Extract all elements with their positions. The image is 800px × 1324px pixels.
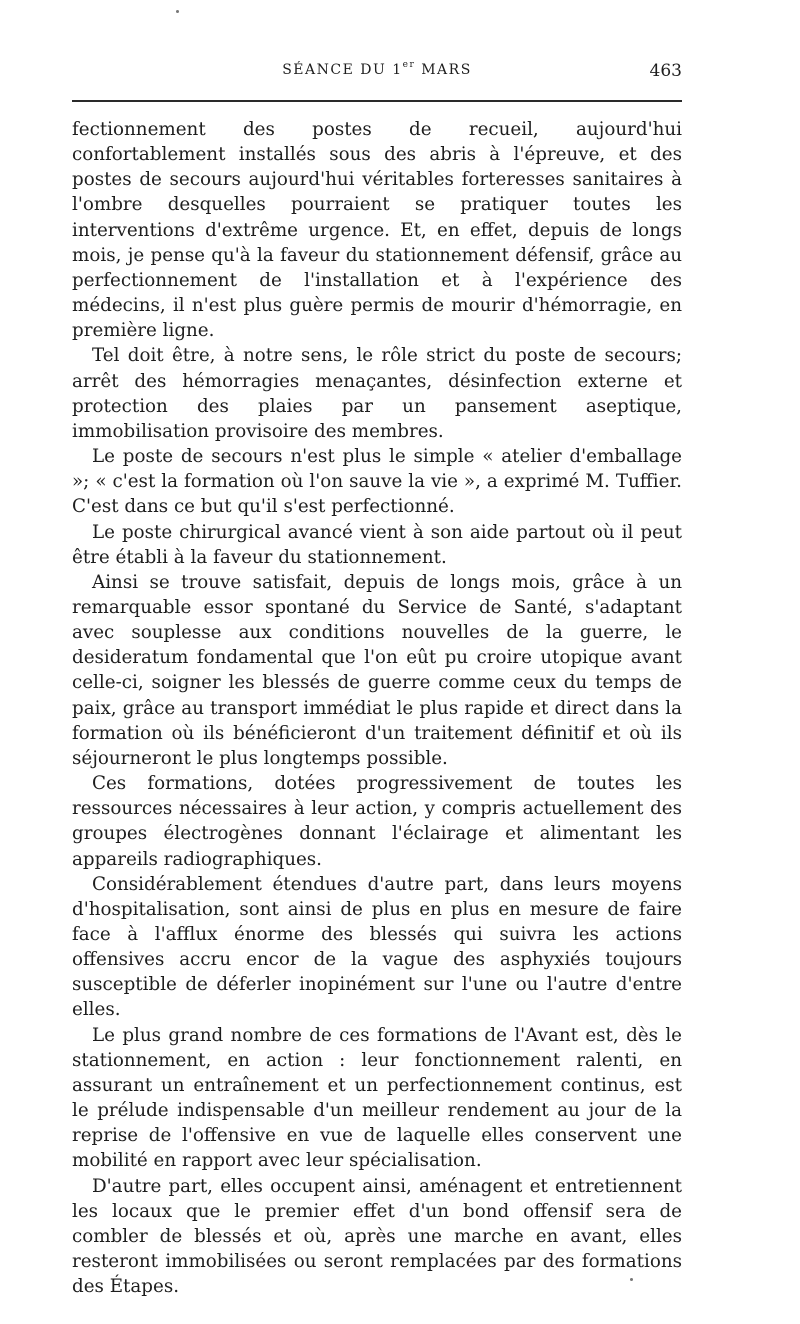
- header-rule: [72, 100, 682, 102]
- running-title-superscript: er: [402, 60, 416, 70]
- paragraph: Tel doit être, à notre sens, le rôle strict du poste de secours; arrêt des hémorragies menaçantes, désinfection externe et protection des plaies par un pansement aseptique, immobilisation provisoire des membres.: [72, 345, 682, 442]
- paragraph: Le plus grand nombre de ces formations de l'Avant est, dès le stationnement, en action : leur fonctionnement ralenti, en assurant un entraînement et un perfectionnement continus, est le prélude indispensable d'un meilleur rendement au jour de la reprise de l'offensive en vue de laquelle elles conservent une mobilité en rapport avec leur spécialisation.: [72, 1024, 682, 1172]
- paper-speck: [630, 1278, 633, 1281]
- running-title-main: SÉANCE DU 1: [282, 62, 403, 78]
- body-text: [72, 117, 682, 1299]
- paragraph-continuation: fectionnement des postes de recueil, aujourd'hui confortablement installés sous des abris à l'épreuve, et des postes de secours aujourd'hui véritables forteresses sanitaires à l'ombre desquelles pourraient se pratiquer toutes les interventions d'extrême urgence. Et, en effet, depuis de longs mois, je pense qu'à la faveur du stationnement défensif, grâce au perfectionnement de l'installation et à l'expérience des médecins, il n'est plus guère permis de mourir d'hémorragie, en première ligne.: [72, 119, 682, 342]
- paragraph: Considérablement étendues d'autre part, dans leurs moyens d'hospitalisation, sont ainsi de plus en plus en mesure de faire face à l'afflux énorme des blessés qui suivra les actions offensives accru encor de la vague des asphyxiés toujours susceptible de déferler inopinément sur l'une ou l'autre d'entre elles.: [72, 873, 682, 1021]
- running-title: [72, 62, 682, 78]
- paragraph: Le poste chirurgical avancé vient à son aide partout où il peut être établi à la faveur du stationnement.: [72, 521, 682, 568]
- page-header: [72, 62, 682, 92]
- running-title-end: MARS: [415, 62, 472, 78]
- paragraph: D'autre part, elles occupent ainsi, aménagent et entretiennent les locaux que le premier effet d'un bond offensif sera de combler de blessés et où, après une marche en avant, elles resteront immobilisées ou seront remplacées par des formations des Étapes.: [72, 1175, 682, 1298]
- paragraph: Le poste de secours n'est plus le simple « atelier d'emballage »; « c'est la formation où l'on sauve la vie », a exprimé M. Tuffier. C'est dans ce but qu'il s'est perfectionné.: [72, 446, 682, 518]
- paper-speck: [176, 10, 179, 13]
- paragraph: Ainsi se trouve satisfait, depuis de longs mois, grâce à un remarquable essor spontané du Service de Santé, s'adaptant avec souplesse aux conditions nouvelles de la guerre, le desideratum fondamental que l'on eût pu croire utopique avant celle-ci, soigner les blessés de guerre comme ceux du temps de paix, grâce au transport immédiat le plus rapide et direct dans la formation où ils bénéficieront d'un traitement définitif et où ils séjourneront le plus longtemps possible.: [72, 571, 682, 769]
- paragraph: Ces formations, dotées progressivement de toutes les ressources nécessaires à leur action, y compris actuellement des groupes électrogènes donnant l'éclairage et alimentant les appareils radiographiques.: [72, 773, 682, 870]
- page-number: 463: [649, 61, 682, 81]
